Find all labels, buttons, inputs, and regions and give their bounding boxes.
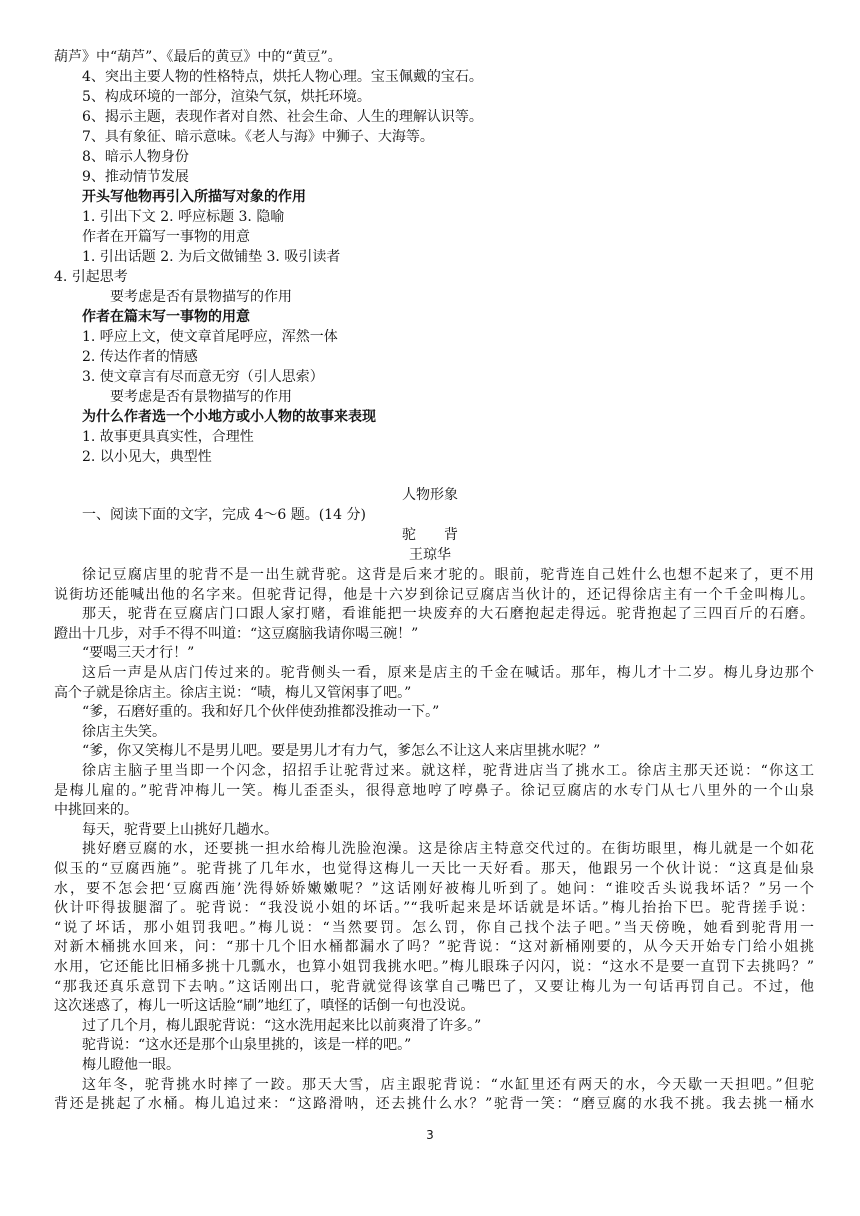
story-line: 徐记豆腐店里的驼背不是一出生就背驼。这背是后来才驼的。眼前，驼背连自己姓什么也想不起来了，更不用: [82, 567, 814, 583]
story-line: 似玉的“豆腐西施”。驼背挑了几年水，也觉得这梅儿一天比一天好看。那天，他跟另一个伙计说：“这真是仙泉: [54, 861, 814, 877]
story-author: 王琼华: [409, 547, 451, 563]
story-line: “说了坏话，那小姐罚我吧。”梅儿说：“当然要罚。怎么罚，你自己找个法子吧。”当天傍晚，她看到驼背用一: [54, 919, 814, 936]
story-line: “要喝三天才行！”: [82, 645, 195, 662]
list-item: 1. 故事更具真实性，合理性: [82, 429, 254, 445]
story-line: 徐店主失笑。: [82, 723, 166, 740]
story-line: 徐店主脑子里当即一个闪念，招招手让驼背过来。就这样，驼背进店当了挑水工。徐店主那天还说：“你这工: [82, 763, 814, 779]
section-heading: 作者在篇末写一事物的用意: [82, 309, 250, 325]
list-item: 4. 引起思考: [54, 269, 128, 285]
list-item: 5、构成环境的一部分，渲染气氛，烘托环境。: [82, 89, 371, 105]
story-line: 挑好磨豆腐的水，还要挑一担水给梅儿洗脸泡澡。这是徐店主特意交代过的。在街坊眼里，梅儿就是一个如花: [82, 841, 814, 858]
list-item: 7、具有象征、暗示意味。《老人与海》中狮子、大海等。: [82, 129, 434, 145]
story-line: 这次迷惑了，梅儿一听这话脸“刷”地红了，嗔怪的话倒一句也没说。: [54, 998, 475, 1015]
story-line: 每天，驼背要上山挑好几趟水。: [82, 821, 278, 838]
story-line: “爹，你又笑梅儿不是男儿吧。要是男儿才有力气，爹怎么不让这人来店里挑水呢？”: [82, 743, 601, 760]
list-item: 9、推动情节发展: [82, 169, 189, 185]
list-item: 4、突出主要人物的性格特点，烘托人物心理。宝玉佩戴的宝石。: [82, 69, 483, 85]
text-line: 作者在开篇写一事物的用意: [82, 229, 250, 245]
list-item: 3. 使文章言有尽而意无穷（引人思索）: [82, 369, 324, 385]
story-line: 蹬出十几步，对手不得不叫道：“这豆腐脑我请你喝三碗！”: [54, 625, 419, 642]
story-line: “爹，石磨好重的。我和好几个伙伴使劲推都没推动一下。”: [82, 704, 440, 721]
list-item: 6、揭示主题，表现作者对自然、社会生命、人生的理解认识等。: [82, 109, 483, 125]
story-line: 这后一声是从店门传过来的。驼背侧头一看，原来是店主的千金在喊话。那年，梅儿才十二岁。梅儿身边那个: [82, 665, 814, 681]
story-line: 背还是挑起了水桶。梅儿追过来：“这路滑呐，还去挑什么水？”驼背一笑：“磨豆腐的水我不挑。我去挑一桶水: [54, 1096, 814, 1113]
text-line: 要考虑是否有景物描写的作用: [110, 389, 292, 405]
story-title: 驼 背: [402, 527, 458, 543]
list-item: 8、暗示人物身份: [82, 149, 189, 165]
story-line: 水用，它还能比旧桶多挑十几瓢水，也算小姐罚我挑水吧。”梅儿眼珠子闪闪，说：“这水不是要一直罚下去挑吗？”: [54, 959, 814, 975]
text-line: 要考虑是否有景物描写的作用: [110, 289, 292, 305]
section-heading: 开头写他物再引入所描写对象的作用: [82, 189, 306, 205]
story-line: 过了几个月，梅儿跟驼背说：“这水洗用起来比以前爽滑了许多。”: [82, 1017, 482, 1034]
story-line: 那天，驼背在豆腐店门口跟人家打赌，看谁能把一块废弃的大石磨抱起走得远。驼背抱起了三四百斤的石磨。: [82, 606, 814, 623]
list-item: 1. 呼应上文，使文章首尾呼应，浑然一体: [82, 329, 338, 345]
story-line: 说街坊还能喊出他的名字来。但驼背记得，他是十六岁到徐记豆腐店当伙计的，还记得徐店主有一个千金叫梅儿。: [54, 586, 814, 603]
list-item: 1. 引出话题 2. 为后文做铺垫 3. 吸引读者: [82, 249, 341, 265]
story-line: 梅儿瞪他一眼。: [82, 1057, 180, 1073]
story-line: 伙计吓得拔腿溜了。驼背说：“我没说小姐的坏话。”“我听起来是坏话就是坏话。”梅儿抬抬下巴。驼背搓手说：: [54, 900, 814, 917]
question-instruction: 一、阅读下面的文字，完成 4～6 题。(14 分): [82, 507, 366, 523]
section-title: 人物形象: [402, 487, 458, 503]
list-item: 1. 引出下文 2. 呼应标题 3. 隐喻: [82, 209, 285, 225]
story-line: 是梅儿雇的。”驼背冲梅儿一笑。梅儿歪歪头，很得意地哼了哼鼻子。徐记豆腐店的水专门从七八里外的一个山泉: [54, 782, 814, 799]
story-line: 驼背说：“这水还是那个山泉里挑的，该是一样的吧。”: [82, 1037, 412, 1054]
section-heading: 为什么作者选一个小地方或小人物的故事来表现: [82, 409, 376, 425]
story-line: 对新木桶挑水回来，问：“那十几个旧水桶都漏水了吗？”驼背说：“这对新桶刚要的，从今天开始专门给小姐挑: [54, 939, 814, 956]
story-line: 中挑回来的。: [54, 802, 138, 819]
text-line: 葫芦》中“葫芦”、《最后的黄豆》中的“黄豆”。: [54, 49, 342, 65]
story-line: 水，要不怎会把‘豆腐西施’洗得娇娇嫩嫩呢？”这话刚好被梅儿听到了。她问：“谁咬舌头说我坏话？”另一个: [54, 880, 814, 897]
story-line: 这年冬，驼背挑水时摔了一跤。那天大雪，店主跟驼背说：“水缸里还有两天的水，今天歇一天担吧。”但驼: [82, 1076, 814, 1093]
list-item: 2. 传达作者的情感: [82, 349, 198, 365]
story-line: 高个子就是徐店主。徐店主说：“啧，梅儿又管闲事了吧。”: [54, 684, 412, 701]
page-number: 3: [426, 1128, 434, 1142]
story-line: “那我还真乐意罚下去呐。”这话刚出口，驼背就觉得该掌自己嘴巴了，又要让梅儿为一句话再罚自己。不过，他: [54, 978, 814, 995]
list-item: 2. 以小见大，典型性: [82, 449, 212, 465]
